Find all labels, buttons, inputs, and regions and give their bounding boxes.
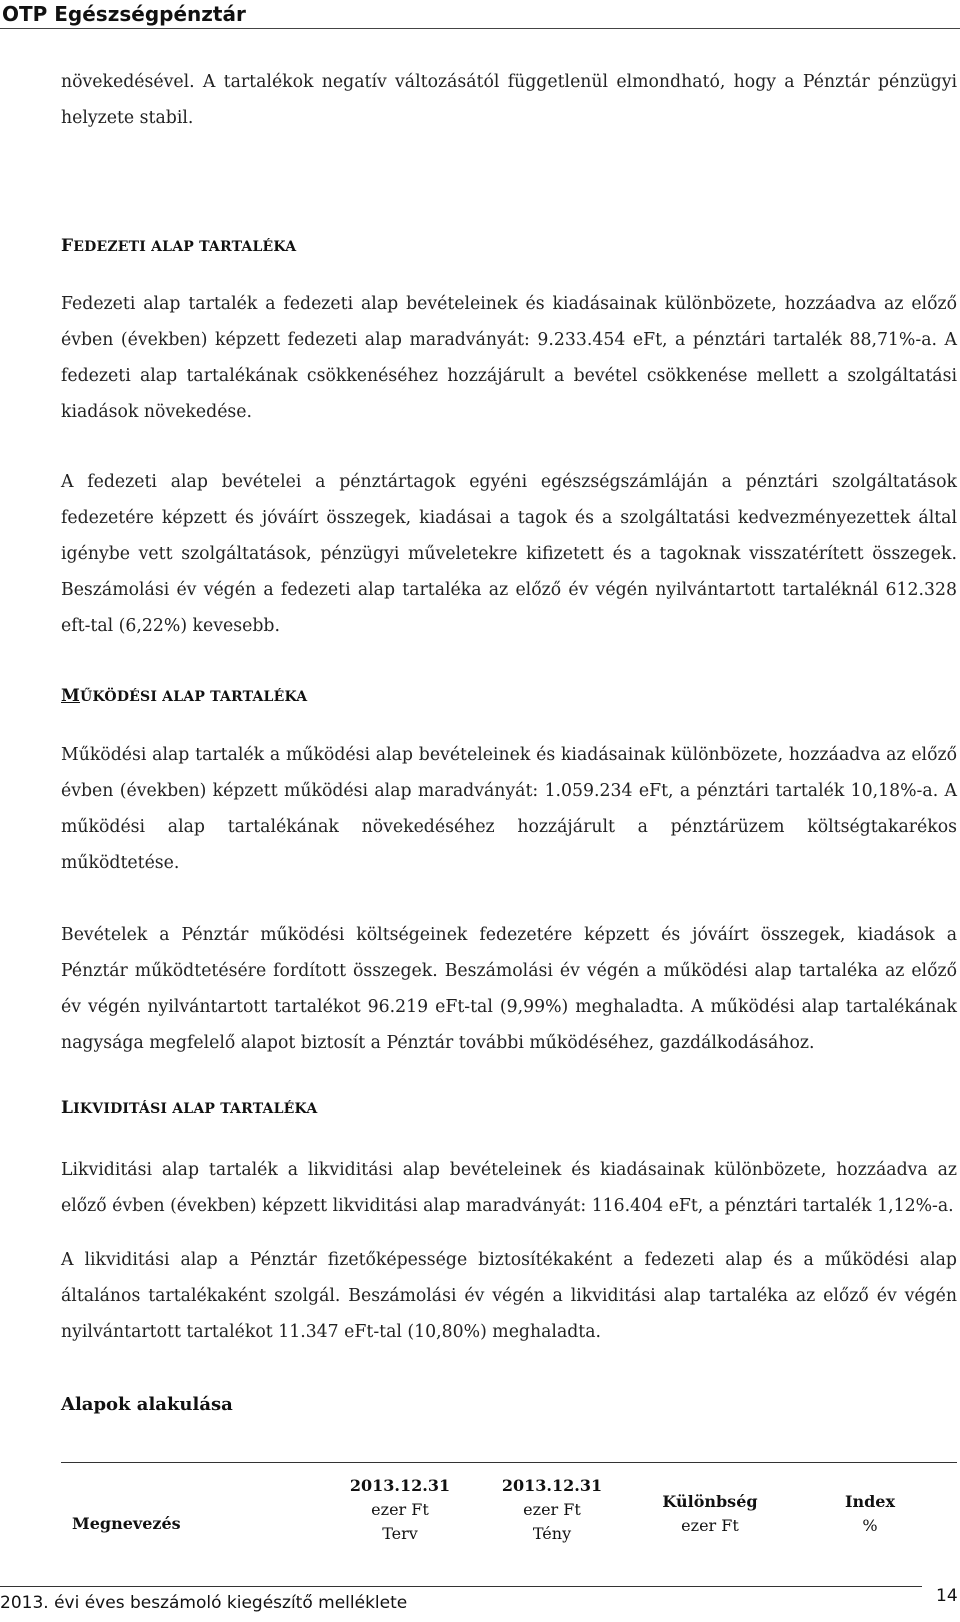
likviditasi-paragraph-2: A likviditási alap a Pénztár fizetőképessége biztosítékaként a fedezeti alap és a működési alap általános tartalékaként szolgál. Beszámolási év végén a likviditási alap tartaléka az előző év végén nyilvántartott tartalékot 11.347 eFt-tal (10,80%) meghaladta. [61,1250,957,1342]
intro-line-2: helyzete stabil. [61,108,194,128]
section-heading: MŰKÖDÉSI ALAP TARTALÉKA [61,686,308,706]
document-header-title: OTP Egészségpénztár [2,2,246,26]
header-divider [0,28,960,29]
column-header-name: Megnevezés [72,1514,181,1533]
column-header-index: Index % [844,1492,896,1535]
mukodesi-paragraph-2: Bevételek a Pénztár működési költségeinek fedezetére képzett és jóváírt összegek, kiadások a Pénztár működtetésére fordított összegek. Beszámolási év végén a működési alap tartaléka az előző év végén nyilvántartott tartalékot 96.219 eFt-tal (9,99%) meghaladta. A működési alap tartalékának nagysága megfelelő alapot biztosít a Pénztár további működéséhez, gazdálkodásához. [61,925,957,1053]
column-header-plan: 2013.12.31 ezer Ft Terv [349,1476,451,1543]
fedezeti-paragraph-2: A fedezeti alap bevételei a pénztártagok egyéni egészségszámláján a pénztári szolgáltatások fedezetére képzett és jóváírt összegek, kiadásai a tagok és a szolgáltatási kedvezményezettek által igénybe vett szolgáltatások, pénzügyi műveletekre kifizetett és a tagoknak visszatérített összegek. Beszámolási év végén a fedezeti alap tartaléka az előző év végén nyilvántartott tartaléknál 612.328 eft-tal (6,22%) kevesebb. [61,472,957,636]
mukodesi-paragraph-1: Működési alap tartalék a működési alap bevételeinek és kiadásainak különbözete, hozzáadva az előző évben (években) képzett működési alap maradványát: 1.059.234 eFt, a pénztári tartalék 10,18%-a. A működési alap tartalékának növekedéséhez hozzájárult a pénztárüzem költségtakarékos működtetése. [61,745,957,873]
fedezeti-heading [61,236,957,256]
page-number: 14 [936,1586,958,1606]
fedezeti-paragraph-1: Fedezeti alap tartalék a fedezeti alap bevételeinek és kiadásainak különbözete, hozzáadva az előző évben (években) képzett fedezeti alap maradványát: 9.233.454 eFt, a pénztári tartalék 88,71%-a. A fedezeti alap tartalékának csökkenéséhez hozzájárult a bevétel csökkenése mellett a szolgáltatási kiadások növekedése. [61,294,957,422]
footer-text: 2013. évi éves beszámoló kiegészítő melléklete [0,1593,408,1613]
footer-divider [0,1586,922,1587]
intro-paragraph [61,64,957,136]
column-header-actual: 2013.12.31 ezer Ft Tény [501,1476,603,1543]
table-title: Alapok alakulása [61,1394,233,1415]
likviditasi-heading [61,1098,957,1118]
mukodesi-heading [61,686,957,706]
table-top-border [61,1462,957,1463]
likviditasi-paragraph-1: Likviditási alap tartalék a likviditási alap bevételeinek és kiadásainak különbözete, hozzáadva az előző évben (években) képzett likviditási alap maradványát: 116.404 eFt, a pénztári tartalék 1,12%-a. [61,1160,957,1216]
section-heading: LIKVIDITÁSI ALAP TARTALÉKA [61,1098,318,1118]
section-heading: FEDEZETI ALAP TARTALÉKA [61,236,297,256]
column-header-difference: Különbség ezer Ft [662,1492,758,1535]
intro-line-1: növekedésével. A tartalékok negatív változásától függetlenül elmondható, hogy a Pénztár pénzügyi [61,72,957,92]
